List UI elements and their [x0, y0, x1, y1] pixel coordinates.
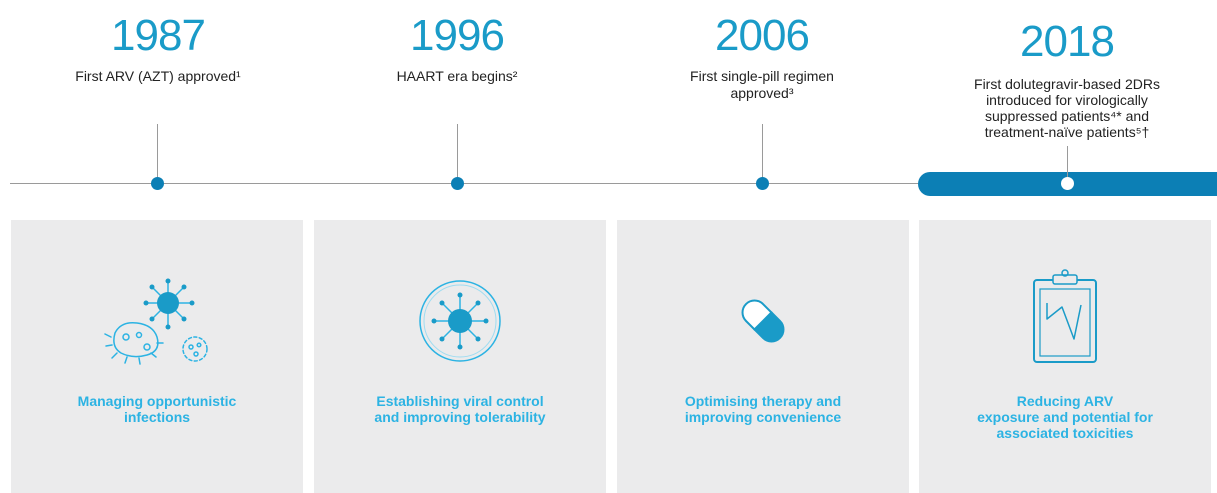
- timeline-dot: [151, 177, 164, 190]
- clipboard-icon: [919, 265, 1211, 375]
- milestone-year: 1987: [111, 11, 205, 60]
- timeline-dot-current: [1061, 177, 1074, 190]
- milestone-year: 1996: [410, 11, 504, 60]
- era-card-reducing-exposure: [919, 220, 1211, 493]
- milestone-description: First single-pill regimen approved³: [690, 68, 834, 101]
- era-card-optimising-therapy: [617, 220, 909, 493]
- microbes-icon: [11, 265, 303, 375]
- pill-icon: [617, 265, 909, 375]
- milestone-description: HAART era begins²: [396, 68, 518, 84]
- era-card-viral-control: [314, 220, 606, 493]
- milestone-1996: [307, 0, 607, 85]
- card-label: Optimising therapy and improving convenience: [684, 393, 842, 425]
- card-label: Reducing ARV exposure and potential for associated toxicities: [977, 393, 1153, 441]
- card-label: Establishing viral control and improving tolerability: [374, 393, 546, 425]
- milestone-year: 2018: [1020, 17, 1114, 66]
- virus-icon: [314, 265, 606, 375]
- milestone-2018: [917, 0, 1217, 140]
- milestone-1987: [8, 0, 308, 85]
- milestone-connector: [762, 124, 763, 182]
- milestone-description: First dolutegravir-based 2DRs introduced for virologically suppressed patients⁴* and treatment-naïve patients⁵†: [974, 76, 1160, 140]
- milestone-connector: [457, 124, 458, 182]
- milestone-connector: [1067, 146, 1068, 178]
- timeline-dot: [756, 177, 769, 190]
- card-label: Managing opportunistic infections: [77, 393, 237, 425]
- timeline-dot: [451, 177, 464, 190]
- milestone-connector: [157, 124, 158, 182]
- era-card-opportunistic-infections: [11, 220, 303, 493]
- milestone-year: 2006: [715, 11, 809, 60]
- milestone-description: First ARV (AZT) approved¹: [75, 68, 241, 84]
- milestone-2006: [612, 0, 912, 102]
